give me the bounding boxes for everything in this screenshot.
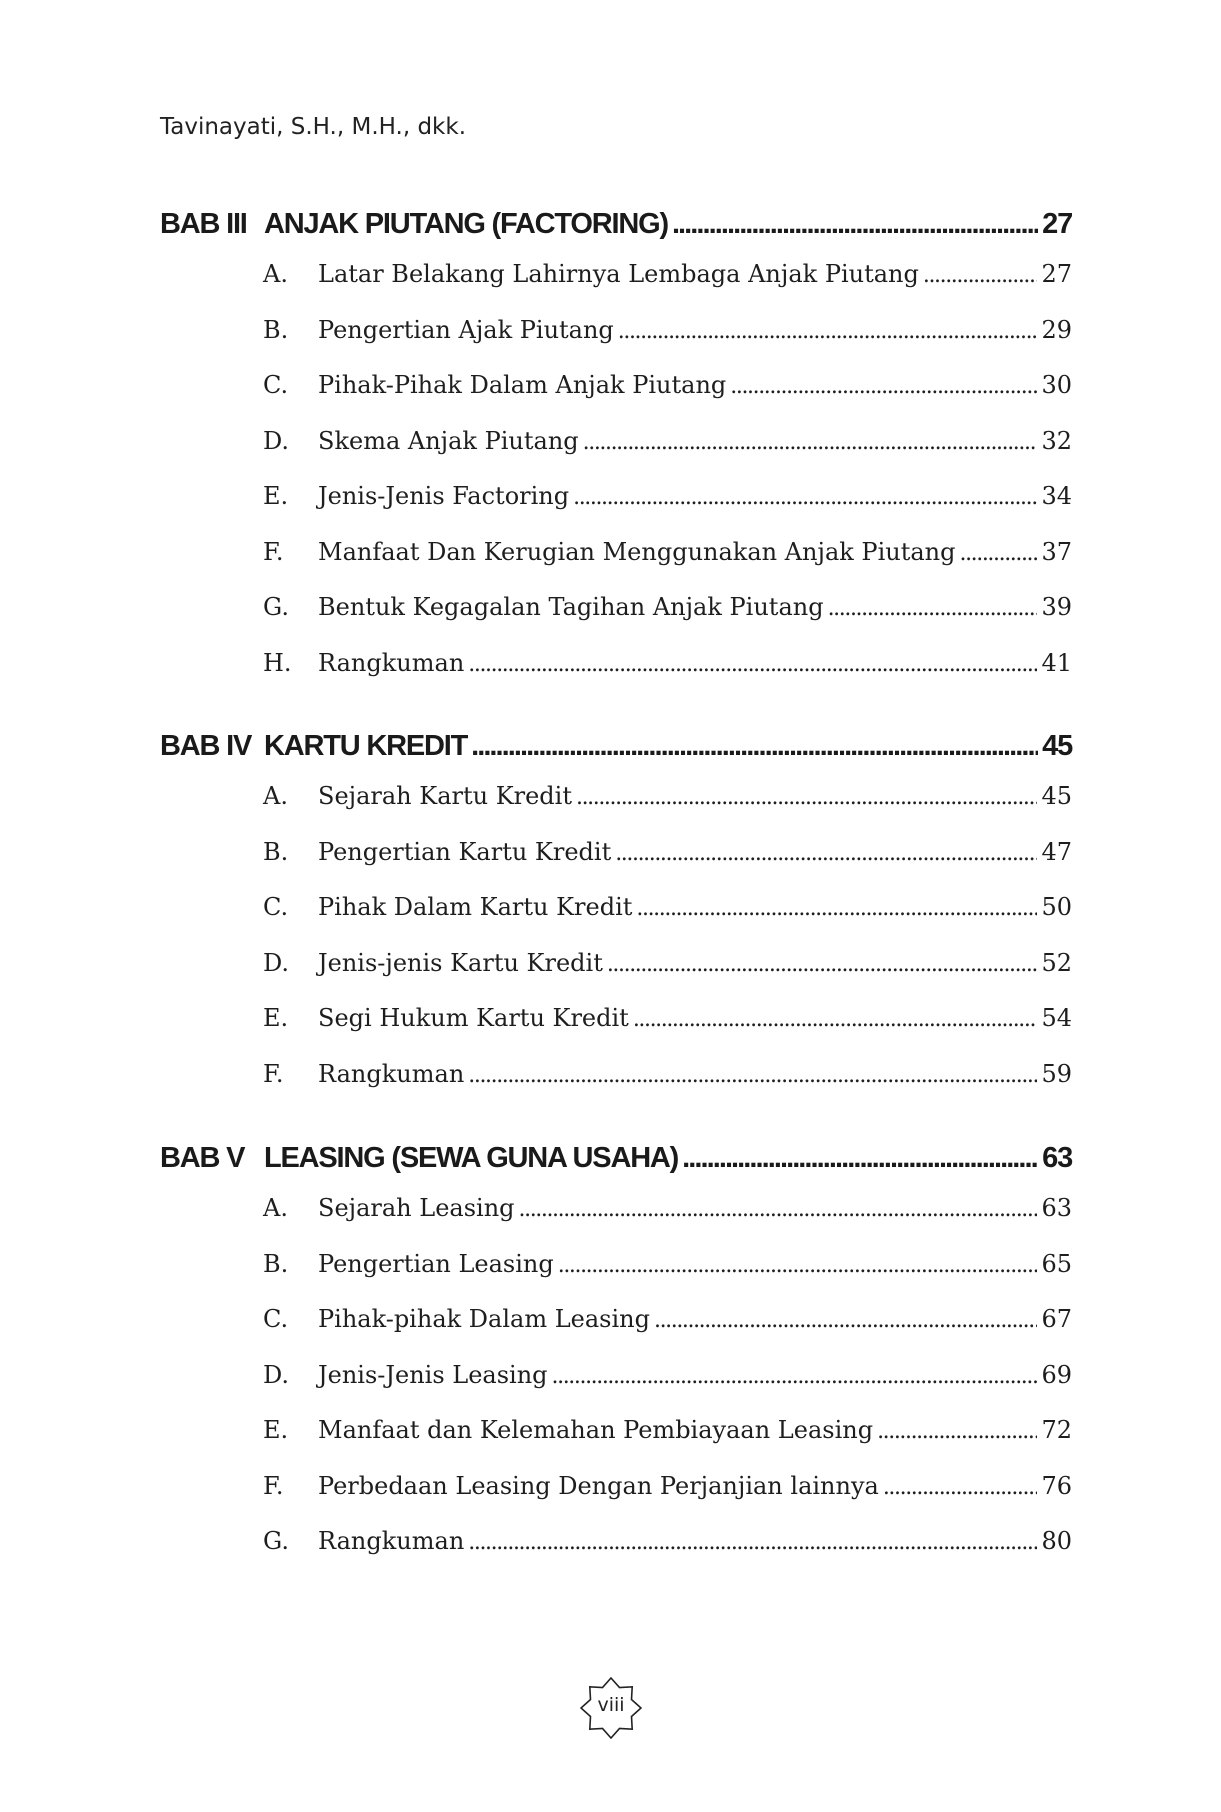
- chapter-page-number: 27: [1042, 208, 1072, 240]
- section-letter: E.: [263, 482, 289, 510]
- page-number: viii: [597, 1694, 625, 1716]
- toc-section-entry[interactable]: [160, 649, 1072, 705]
- section-title: Bentuk Kegagalan Tagihan Anjak Piutang: [318, 593, 824, 621]
- toc-section-entry[interactable]: [160, 260, 1072, 316]
- dot-leader: [883, 1472, 1038, 1500]
- section-page-number: 52: [1041, 948, 1072, 977]
- toc-chapter: [160, 208, 1072, 704]
- section-title: Latar Belakang Lahirnya Lembaga Anjak Piutang: [318, 260, 919, 288]
- chapter-title: KARTU KREDIT: [264, 730, 468, 762]
- section-title: Segi Hukum Kartu Kredit: [318, 1004, 629, 1032]
- toc-section-entry[interactable]: [160, 949, 1072, 1005]
- section-title: Manfaat Dan Kerugian Menggunakan Anjak Piutang: [318, 537, 956, 566]
- section-letter: B.: [263, 1249, 289, 1278]
- dot-leader: [583, 427, 1038, 455]
- chapter-number: BAB IV: [160, 730, 252, 762]
- section-page-number: 32: [1041, 426, 1072, 455]
- chapter-number: BAB III: [160, 208, 247, 240]
- section-page-number: 39: [1041, 593, 1072, 621]
- toc-chapter: [160, 1142, 1072, 1583]
- section-letter: E.: [263, 1004, 289, 1032]
- toc-section-entry[interactable]: [160, 1416, 1072, 1472]
- section-letter: A.: [263, 260, 288, 288]
- section-page-number: 34: [1041, 482, 1072, 510]
- section-title: Sejarah Kartu Kredit: [318, 782, 572, 810]
- section-title: Sejarah Leasing: [318, 1194, 515, 1222]
- section-letter: B.: [263, 837, 289, 866]
- section-letter: H.: [263, 648, 292, 677]
- chapter-page-number: 63: [1042, 1142, 1072, 1174]
- section-page-number: 45: [1041, 782, 1072, 810]
- dot-leader: [558, 1250, 1038, 1278]
- dot-leader: [615, 838, 1037, 866]
- dot-leader: [468, 1527, 1037, 1555]
- toc-chapter-entry[interactable]: [160, 730, 1072, 780]
- section-title: Skema Anjak Piutang: [318, 426, 579, 455]
- section-title: Jenis-Jenis Factoring: [318, 482, 570, 510]
- toc-chapter-entry[interactable]: [160, 1142, 1072, 1192]
- toc-section-entry[interactable]: [160, 538, 1072, 594]
- section-title: Perbedaan Leasing Dengan Perjanjian lainnya: [318, 1471, 879, 1500]
- dot-leader: [552, 1361, 1038, 1389]
- toc-section-entry[interactable]: [160, 1527, 1072, 1583]
- dot-leader: [468, 1060, 1037, 1088]
- toc-section-entry[interactable]: [160, 482, 1072, 538]
- dot-leader: [672, 208, 1038, 241]
- section-title: Rangkuman: [318, 648, 465, 677]
- section-page-number: 37: [1041, 537, 1072, 566]
- section-page-number: 54: [1041, 1004, 1072, 1032]
- dot-leader: [618, 316, 1038, 344]
- section-title: Pihak-pihak Dalam Leasing: [318, 1305, 650, 1333]
- toc-chapter: [160, 730, 1072, 1115]
- section-letter: D.: [263, 426, 290, 455]
- section-letter: C.: [263, 1305, 289, 1333]
- section-letter: D.: [263, 1360, 290, 1389]
- dot-leader: [923, 260, 1038, 288]
- section-letter: A.: [263, 1194, 288, 1222]
- section-page-number: 41: [1041, 648, 1072, 677]
- section-title: Jenis-jenis Kartu Kredit: [318, 948, 603, 977]
- section-title: Pengertian Leasing: [318, 1249, 554, 1278]
- chapter-title: LEASING (SEWA GUNA USAHA): [264, 1142, 679, 1174]
- section-letter: F.: [263, 537, 284, 566]
- section-page-number: 27: [1041, 260, 1072, 288]
- section-letter: G.: [263, 593, 289, 621]
- section-page-number: 63: [1041, 1194, 1072, 1222]
- dot-leader: [960, 538, 1038, 566]
- dot-leader: [471, 730, 1038, 763]
- dot-leader: [730, 371, 1037, 399]
- section-page-number: 65: [1041, 1249, 1072, 1278]
- section-title: Pengertian Kartu Kredit: [318, 837, 612, 866]
- section-letter: D.: [263, 948, 290, 977]
- section-title: Pengertian Ajak Piutang: [318, 315, 614, 344]
- section-page-number: 80: [1041, 1527, 1072, 1555]
- dot-leader: [828, 593, 1038, 621]
- section-letter: C.: [263, 371, 289, 399]
- chapter-title: ANJAK PIUTANG (FACTORING): [264, 208, 668, 240]
- dot-leader: [654, 1305, 1037, 1333]
- section-letter: F.: [263, 1471, 284, 1500]
- section-letter: G.: [263, 1527, 289, 1555]
- dot-leader: [636, 893, 1037, 921]
- toc-section-entry[interactable]: [160, 893, 1072, 949]
- section-page-number: 50: [1041, 893, 1072, 921]
- section-page-number: 69: [1041, 1360, 1072, 1389]
- section-page-number: 30: [1041, 371, 1072, 399]
- section-title: Rangkuman: [318, 1059, 465, 1088]
- toc-section-entry[interactable]: [160, 371, 1072, 427]
- section-letter: E.: [263, 1416, 289, 1444]
- toc-section-entry[interactable]: [160, 1060, 1072, 1116]
- section-title: Pihak-Pihak Dalam Anjak Piutang: [318, 371, 727, 399]
- dot-leader: [519, 1194, 1038, 1222]
- toc-section-entry[interactable]: [160, 1305, 1072, 1361]
- folio: [580, 1677, 642, 1739]
- dot-leader: [633, 1004, 1038, 1032]
- chapter-page-number: 45: [1042, 730, 1072, 762]
- section-page-number: 76: [1041, 1471, 1072, 1500]
- toc-section-list: [160, 1194, 1072, 1583]
- toc-section-entry[interactable]: [160, 1250, 1072, 1306]
- toc-section-entry[interactable]: [160, 593, 1072, 649]
- toc-chapter-entry[interactable]: [160, 208, 1072, 258]
- toc-section-entry[interactable]: [160, 1194, 1072, 1250]
- section-title: Pihak Dalam Kartu Kredit: [318, 893, 633, 921]
- dot-leader: [607, 949, 1038, 977]
- toc-section-entry[interactable]: [160, 1472, 1072, 1528]
- dot-leader: [573, 482, 1037, 510]
- section-letter: B.: [263, 315, 289, 344]
- toc-section-entry[interactable]: [160, 1361, 1072, 1417]
- chapter-number: BAB V: [160, 1142, 245, 1174]
- section-letter: A.: [263, 782, 288, 810]
- section-title: Rangkuman: [318, 1527, 465, 1555]
- section-page-number: 72: [1041, 1416, 1072, 1444]
- dot-leader: [468, 649, 1037, 677]
- toc-section-list: [160, 260, 1072, 704]
- toc-section-entry[interactable]: [160, 838, 1072, 894]
- section-page-number: 47: [1041, 837, 1072, 866]
- section-letter: F.: [263, 1059, 284, 1088]
- toc-section-entry[interactable]: [160, 316, 1072, 372]
- toc-section-entry[interactable]: [160, 1004, 1072, 1060]
- section-title: Manfaat dan Kelemahan Pembiayaan Leasing: [318, 1416, 874, 1444]
- section-page-number: 67: [1041, 1305, 1072, 1333]
- section-title: Jenis-Jenis Leasing: [318, 1360, 548, 1389]
- toc-section-entry[interactable]: [160, 782, 1072, 838]
- dot-leader: [576, 782, 1037, 810]
- dot-leader: [682, 1142, 1038, 1175]
- section-letter: C.: [263, 893, 289, 921]
- toc-section-entry[interactable]: [160, 427, 1072, 483]
- running-head: Tavinayati, S.H., M.H., dkk.: [160, 114, 467, 140]
- section-page-number: 59: [1041, 1059, 1072, 1088]
- dot-leader: [877, 1416, 1037, 1444]
- toc-section-list: [160, 782, 1072, 1115]
- section-page-number: 29: [1041, 315, 1072, 344]
